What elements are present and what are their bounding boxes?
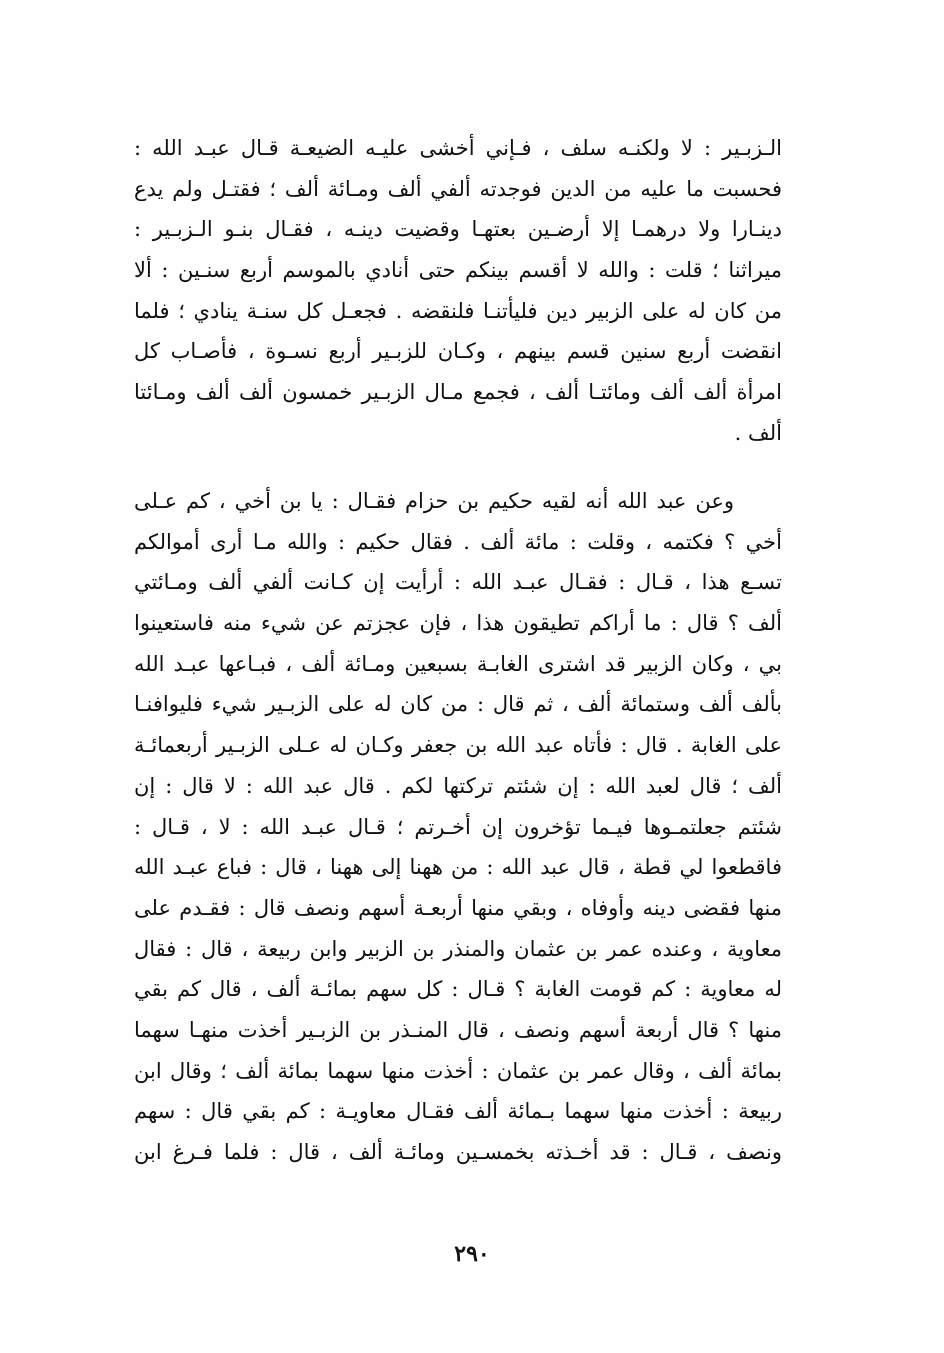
text-line: ألف ؛ قال لعبد الله : إن شئتم تركتها لكم . قال عبد الله : لا قال : إن — [134, 773, 782, 798]
paragraph-2 — [134, 481, 782, 1173]
text-line: ونصف ، قـال : قد أخـذته بخمسـين ومائـة ألف ، قال : فلما فـرغ ابن — [134, 1140, 782, 1164]
text-line: الـزبـير : لا ولكنـه سلف ، فـإني أخشى عليـه الضيعـة قـال عبـد الله : — [134, 136, 782, 160]
text-line: تسـع هذا ، قـال : فقـال عبـد الله : أرأيت إن كـانت ألفي ألف ومـائتي — [134, 570, 782, 595]
text-line: ألف ؟ قال : ما أراكم تطيقون هذا ، فإن عجزتم عن شيء منه فاستعينوا — [134, 611, 782, 636]
text-line: ربيعة : أخذت منها سهما بـمائة ألف فقـال معاويـة : كم بقي قال : سهم — [134, 1099, 782, 1124]
text-line: أخي ؟ فكتمه ، وقلت : مائة ألف . فقال حكيم : والله مـا أرى أموالكم — [134, 529, 782, 554]
text-line: ميراثنا ؛ قلت : والله لا أقسم بينكم حتى أنادي بالموسم أربع سنـين : ألا — [134, 258, 782, 283]
text-line: بمائة ألف ، وقال عمر بن عثمان : أخذت منها سهما بمائة ألف ؛ وقال ابن — [134, 1058, 782, 1083]
text-line: دينـارا ولا درهمـا إلا أرضـين بعتهـا وقضيت دينـه ، فقـال بنـو الـزبـير : — [134, 217, 782, 242]
text-line: معاوية ، وعنده عمر بن عثمان والمنذر بن الزبير وابن ربيعة ، قال : فقال — [134, 936, 782, 961]
text-line: بألف ألف وستمائة ألف ، ثم قال : من كان له على الزبـير شيء فليوافنـا — [134, 692, 782, 717]
text-line: بي ، وكان الزبير قد اشترى الغابـة بسبعين ومـائة ألف ، فبـاعها عبـد الله — [134, 651, 782, 676]
text-line: منها ؟ قال أربعة أسهم ونصف ، قال المنـذر بن الزبـير أخذت منهـا سهما — [134, 1017, 782, 1042]
text-line: وعن عبد الله أنه لقيه حكيم بن حزام فقـال : يا بن أخي ، كم عـلى — [134, 489, 734, 513]
text-line: امرأة ألف ألف ومائتـا ألف ، فجمع مـال الزبـير خمسون ألف ألف ومـائتا — [134, 380, 782, 405]
text-line: فاقطعوا لي قطة ، قال عبد الله : من ههنا إلى ههنا ، قال : فباع عبـد الله — [134, 855, 782, 880]
paragraph-1 — [134, 128, 782, 454]
text-line: انقضت أربع سنين قسم بينهم ، وكـان للزبـير أربع نسـوة ، فأصـاب كل — [134, 339, 782, 364]
text-line: ألف . — [734, 420, 782, 445]
text-line: له معاوية : كم قومت الغابة ؟ قـال : كل سهم بمائـة ألف ، قال كم بقي — [134, 977, 782, 1002]
text-line: من كان له على الزبير دين فليأتنـا فلنقضه . فجعـل كل سنـة ينادي ؛ فلما — [134, 298, 782, 323]
text-line: منها فقضى دينه وأوفاه ، وبقي منها أربعـة أسهم ونصف قال : فقـدم على — [134, 895, 782, 920]
text-line: على الغابة . قال : فأتاه عبد الله بن جعفر وكـان له عـلى الزبـير أربعمائـة — [134, 733, 782, 758]
text-line: فحسبت ما عليه من الدين فوجدته ألفي ألف ومـائة ألف ؛ فقتـل ولم يدع — [134, 176, 782, 201]
page-number: ٢٩٠ — [454, 1241, 490, 1267]
text-line: شئتم جعلتمـوها فيـما تؤخرون إن أخـرتم ؛ قـال عبـد الله : لا ، قـال : — [134, 814, 782, 839]
